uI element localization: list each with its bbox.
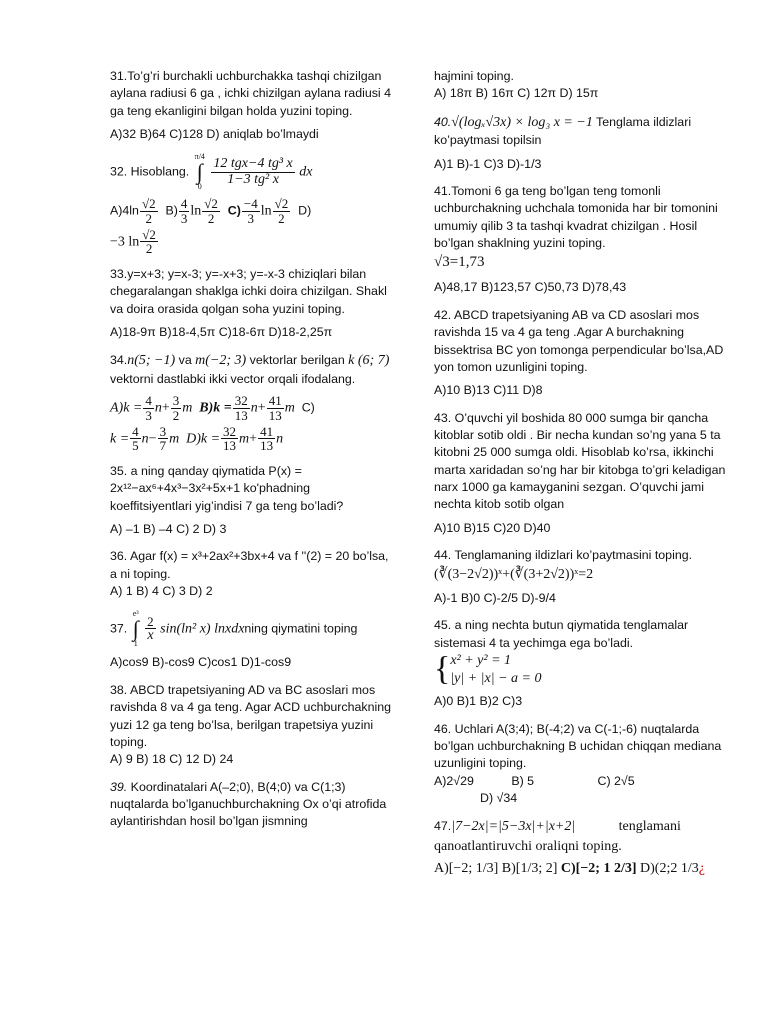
question-41 [434,183,730,297]
question-41-text: 41.Tomoni 6 ga teng bo’lgan teng tomonli uchburchakning uchchala tomonida har bir tomonini umumiy qilib 3 ta tashqi kvadrat chizilgan . Hosil bo’lgan shaklning yuzini toping. [434,184,718,251]
question-31-answers: A)32 B)64 C)128 D) aniqlab bo’lmaydi [110,127,319,142]
question-33-text: 33.y=x+3; y=x-3; y=-x+3; y=-x-3 chiziqlari bilan chegaralangan shaklga ichki doira chizilgan. Shakl va doira orasida qolgan soha yuzini toping. [110,267,387,316]
question-44-equation: (∛(3−2√2))ˣ+(∛(3+2√2))ˣ=2 [434,566,594,582]
question-39-answers: A) 18π B) 16π C) 12π D) 15π [434,86,599,101]
left-column [110,68,392,837]
question-39: 39. Koordinatalari A(–2;0), B(4;0) va C(1;3) nuqtalarda bo’lganuchburchakning Ox o’qi atrofida aylantirishdan hosil bo’lgan jismning [110,779,387,829]
question-33-answers: A)18-9π B)18-4,5π C)18-6π D)18-2,25π [110,325,333,340]
question-46: 46. Uchlari A(3;4); B(-4;2) va C(-1;-6) nuqtalarda bo’lgan uchburchakning B uchidan chiqqan mediana uzunligini toping. A)2√29 B) 5 C) 2√5 D) √34 [434,721,730,808]
question-41-answers: A)48,17 B)123,57 C)50,73 D)78,43 [434,280,627,295]
question-43 [434,410,730,538]
question-39-text: Koordinatalari A(–2;0), B(4;0) va C(1;3) nuqtalarda bo’lganuchburchakning Ox o’qi atrofida aylantirishdan hosil bo’lgan jismning [110,779,387,829]
vector-n: n(5; −1) [127,353,176,369]
integrand-fraction: $\frac{\text{12 tgx−4 tg³ x}}{\text{1−3 tg² x}}$ [213,156,293,187]
question-39-continued: hajmini toping. A) 18π B) 16π C) 12π D) 15π [434,68,730,103]
question-35-text: 35. a ning qanday qiymatida P(x) = 2x¹²−ax⁶+4x³−3x²+5x+1 ko'phadning koeffitsiyentlari yig’indisi 7 ga teng bo’ladi? [110,463,344,513]
question-45-answers: A)0 B)1 B)2 C)3 [434,694,523,709]
question-34-answers-row1: A)k = $\frac{4}{3}$ n+ $\frac{3}{2}$ m B)k = $\frac{32}{13}$ n+ $\frac{41}{13}$ m C) [110,393,315,424]
question-43-text: 43. O’quvchi yil boshida 80 000 sumga bir qancha kitoblar sotib oldi . Bir necha kundan so’ng yana 5 ta kitobni 25 000 sumga oldi. Hisoblab ko’rsa, ikkinchi marta xaridadan so’ng har bir kitobga to’gri keladigan narx 1000 ga kamayganini sezgan. O’quvchi jami nechta kitob sotib olgan [434,410,726,512]
question-45 [434,617,730,710]
question-42-answers: A)10 B)13 C)11 D)8 [434,383,543,398]
question-42-text: 42. ABCD trapetsiyaning AB va CD asoslari mos ravishda 15 va 4 ga teng .Agar A burchakning bissektrisa BC yon tomonga perpendicular bo’lsa,AD yon tomon uzunligini toping. [434,307,724,374]
question-47: 47.|7−2x|=|5−3x|+|x+2| tenglamani qanoatlantiruvchi oraliqni toping. A)[−2; 1/3] B)[1/3; 2] C)[−2; 1 2/3] D)(2;2 1/3¿ [434,817,730,878]
question-32-label: 32. Hisoblang. [110,164,190,179]
question-47-answers: A)[−2; 1/3] B)[1/3; 2] C)[−2; 1 2/3] D)(2;2 1/3¿ [434,860,705,876]
question-31-text: 31.To’g’ri burchakli uchburchakka tashqi chizilgan aylana radiusi 6 ga , ichki chizilgan aylana radiusi 4 ga teng ekanligini bilgan holda yuzini toping. [110,69,392,118]
question-38-answers: A) 9 B) 18 C) 12 D) 24 [110,752,234,767]
question-47-equation: |7−2x|=|5−3x|+|x+2| [451,819,576,835]
question-41-hint: √3=1,73 [434,254,485,271]
integral-limits: π/4 ∫ 0 [194,152,205,192]
question-32: 32. Hisoblang. π/4 ∫ 0 $\frac{\text{12 tgx−4 tg³ x}}{\text{1−3 tg² x}}$ dx A)4ln $\frac{√2}{2}$ B) $\frac{4}{3}$ ln $\frac{√2}{2}$ C) $\frac{-4}{3}$ ln $\frac{√2}{2}$ D) −3 ln $\frac{√2}{2}$ [110,153,392,256]
question-36 [110,548,392,600]
question-45-system: {x² + y² = 1 |y| + |x| − a = 0 [434,650,542,688]
question-44-text: 44. Tenglamaning ildizlari ko’paytmasini toping. [434,548,693,563]
question-46-text: 46. Uchlari A(3;4); B(-4;2) va C(-1;-6) nuqtalarda bo’lgan uchburchakning B uchidan chiqqan mediana uzunligini toping. [434,721,722,771]
question-36-answers: A) 1 B) 4 C) 3 D) 2 [110,584,213,599]
question-38-text: 38. ABCD trapetsiyaning AD va BC asoslari mos ravishda 8 va 4 ga teng. Agar ACD uchburchakning yuzi 12 ga teng bo’lsa, berilgan trapetsiya yuzini toping. [110,682,392,749]
question-35-answers: A) –1 B) –4 C) 2 D) 3 [110,522,227,537]
question-44-answers: A)-1 B)0 C)-2/5 D)-9/4 [434,591,556,606]
question-45-text: 45. a ning nechta butun qiymatida tenglamalar sistemasi 4 ta yechimga ega bo’ladi. [434,618,689,650]
question-36-text: 36. Agar f(x) = x³+2ax²+3bx+4 va f ''(2) = 20 bo’lsa, a ni toping. [110,549,389,581]
question-40-answers: A)1 B)-1 C)3 D)-1/3 [434,156,542,171]
question-42 [434,307,730,400]
question-38 [110,682,392,769]
question-46-answers: A)2√29 B) 5 C) 2√5 [434,773,635,788]
question-32-option-d: −3 ln $\frac{√2}{2}$ [110,226,156,257]
question-40: 40.√(logₓ√3x) × log₃ x = −1 Tenglama ildizlari ko’paytmasi topilsin A)1 B)-1 C)3 D)-1/3 [434,113,730,173]
question-37-answers: A)cos9 B)-cos9 C)cos1 D)1-cos9 [110,655,292,670]
question-33 [110,266,392,341]
question-34-answers-row2: k = $\frac{4}{5}$ n− $\frac{3}{7}$ m D)k = $\frac{32}{13}$ m+ $\frac{41}{13}$ n [110,423,284,454]
question-37: 37. e³ ∫ 1 $\frac{2}{x}$ sin(ln² x) lnxdxning qiymatini toping A)cos9 B)-cos9 C)cos1 D)1-cos9 [110,610,392,671]
right-column [434,68,730,878]
question-43-answers: A)10 B)15 C)20 D)40 [434,520,551,535]
vector-m: m(−2; 3) [195,353,247,369]
question-32-answers: A)4ln $\frac{√2}{2}$ B) $\frac{4}{3}$ ln $\frac{√2}{2}$ C) $\frac{-4}{3}$ ln $\frac{√2}{2}$ D) [110,196,312,227]
question-44 [434,547,730,607]
question-31 [110,68,392,143]
question-34: 34.n(5; −1) va m(−2; 3) vektorlar berilgan k (6; 7) vektorni dastlabki ikki vector orqali ifodalang. A)k = $\frac{4}{3}$ n+ $\frac{3}{2}$ m B)k = $\frac{32}{13}$ n+ $\frac{41}{13}$ m C) k = $\frac{4}{5}$ n− $\frac{3}{7}$ m D)k = $\frac{32}{13}$ m+ $\frac{41}{13}$ n [110,351,392,453]
vector-k: k (6; 7) [348,353,390,369]
question-35 [110,463,392,538]
question-40-equation: √(logₓ√3x) × log₃ x = −1 [451,114,593,130]
